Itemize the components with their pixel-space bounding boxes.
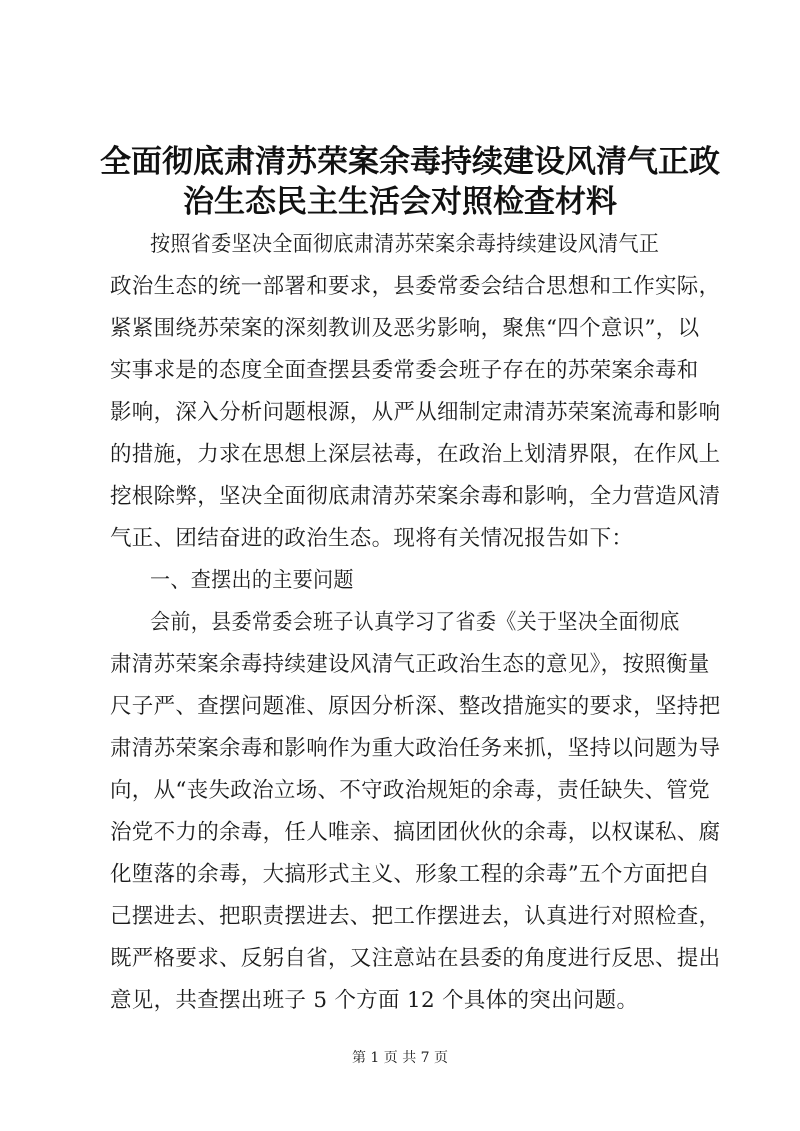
paragraph-line: 政治生态的统一部署和要求，县委常委会结合思想和工作实际， <box>110 274 721 299</box>
paragraph-line: 既严格要求、反躬自省，又注意站在县委的角度进行反思、提出 <box>110 946 721 971</box>
paragraph-line: 的措施，力求在思想上深层祛毒，在政治上划清界限，在作风上 <box>110 442 721 467</box>
document-title-line-2: 治生态民主生活会对照检查材料 <box>183 184 617 220</box>
paragraph-line: 按照省委坚决全面彻底肃清苏荣案余毒持续建设风清气正 <box>150 232 660 257</box>
paragraph-line: 向，从“丧失政治立场、不守政治规矩的余毒，责任缺失、管党 <box>110 778 710 803</box>
paragraph-line: 意见，共查摆出班子 5 个方面 12 个具体的突出问题。 <box>110 988 639 1013</box>
paragraph-line: 会前，县委常委会班子认真学习了省委《关于坚决全面彻底 <box>150 610 680 635</box>
paragraph-line: 治党不力的余毒，任人唯亲、搞团团伙伙的余毒，以权谋私、腐 <box>110 820 721 845</box>
document-title-line-1: 全面彻底肃清苏荣案余毒持续建设风清气正政 <box>100 144 720 180</box>
paragraph-line: 肃清苏荣案余毒和影响作为重大政治任务来抓，坚持以问题为导 <box>110 736 721 761</box>
paragraph-line: 影响，深入分析问题根源，从严从细制定肃清苏荣案流毒和影响 <box>110 400 721 425</box>
paragraph-line: 挖根除弊，坚决全面彻底肃清苏荣案余毒和影响，全力营造风清 <box>110 484 721 509</box>
paragraph-line: 实事求是的态度全面查摆县委常委会班子存在的苏荣案余毒和 <box>110 358 699 383</box>
paragraph-line: 己摆进去、把职责摆进去、把工作摆进去，认真进行对照检查， <box>110 904 721 929</box>
section-heading: 一、查摆出的主要问题 <box>150 568 354 593</box>
paragraph-line: 肃清苏荣案余毒持续建设风清气正政治生态的意见》，按照衡量 <box>110 652 710 677</box>
paragraph-line: 尺子严、查摆问题准、原因分析深、整改措施实的要求，坚持把 <box>110 694 721 719</box>
paragraph-line: 紧紧围绕苏荣案的深刻教训及恶劣影响，聚焦“四个意识”，以 <box>110 316 700 341</box>
paragraph-line: 气正、团结奋进的政治生态。现将有关情况报告如下： <box>110 526 634 551</box>
paragraph-line: 化堕落的余毒，大搞形式主义、形象工程的余毒”五个方面把自 <box>110 862 710 887</box>
page-number-footer: 第 1 页 共 7 页 <box>351 1050 449 1066</box>
